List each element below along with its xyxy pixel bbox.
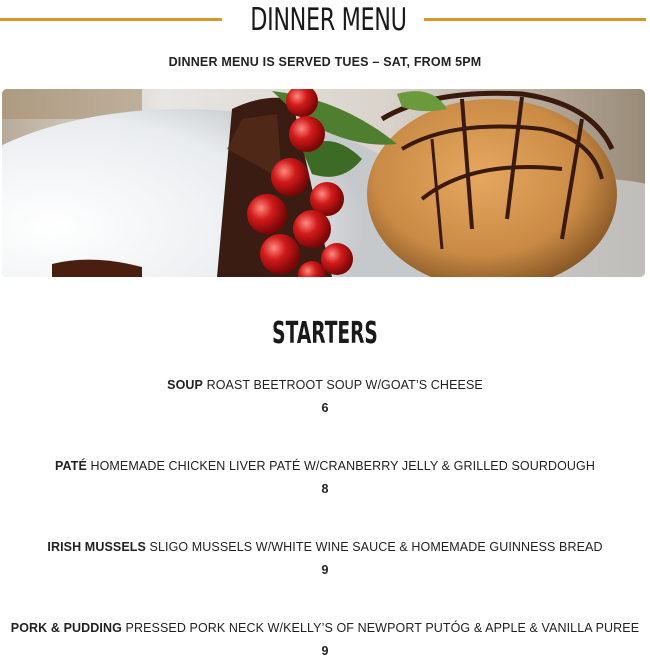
menu-item (0, 459, 650, 496)
menu-item-line (0, 459, 650, 473)
menu-item-description: SLIGO MUSSELS W/WHITE WINE SAUCE & HOMEMADE GUINNESS BREAD (149, 540, 603, 554)
section-title-starters: STARTERS (272, 316, 378, 351)
menu-item-line (0, 378, 650, 392)
service-hours: DINNER MENU IS SERVED TUES – SAT, FROM 5PM (168, 55, 482, 69)
menu-item-line (0, 540, 650, 554)
page-title: DINNER MENU (250, 2, 407, 38)
menu-item-price: 8 (321, 482, 329, 496)
menu-item-line (0, 621, 650, 635)
menu-item-name: PORK & PUDDING (10, 621, 122, 635)
menu-item-price: 9 (321, 563, 329, 577)
title-rule-left (0, 18, 222, 21)
dessert-photo-icon (2, 89, 645, 277)
title-rule-right (424, 18, 646, 21)
menu-item-name: IRISH MUSSELS (47, 540, 146, 554)
menu-item-description: HOMEMADE CHICKEN LIVER PATÉ W/CRANBERRY JELLY & GRILLED SOURDOUGH (90, 459, 595, 473)
header (0, 0, 650, 44)
menu-item (0, 378, 650, 415)
menu-item (0, 540, 650, 577)
hero-image (2, 89, 645, 277)
menu-item-price: 6 (321, 401, 329, 415)
menu-item-price: 9 (321, 644, 329, 658)
menu-item-name: PATÉ (55, 459, 87, 473)
menu-item (0, 621, 650, 658)
menu-item-description: ROAST BEETROOT SOUP W/GOAT’S CHEESE (206, 378, 483, 392)
menu-item-name: SOUP (167, 378, 203, 392)
menu-item-description: PRESSED PORK NECK W/KELLY’S OF NEWPORT PUTÓG & APPLE & VANILLA PUREE (125, 621, 640, 635)
